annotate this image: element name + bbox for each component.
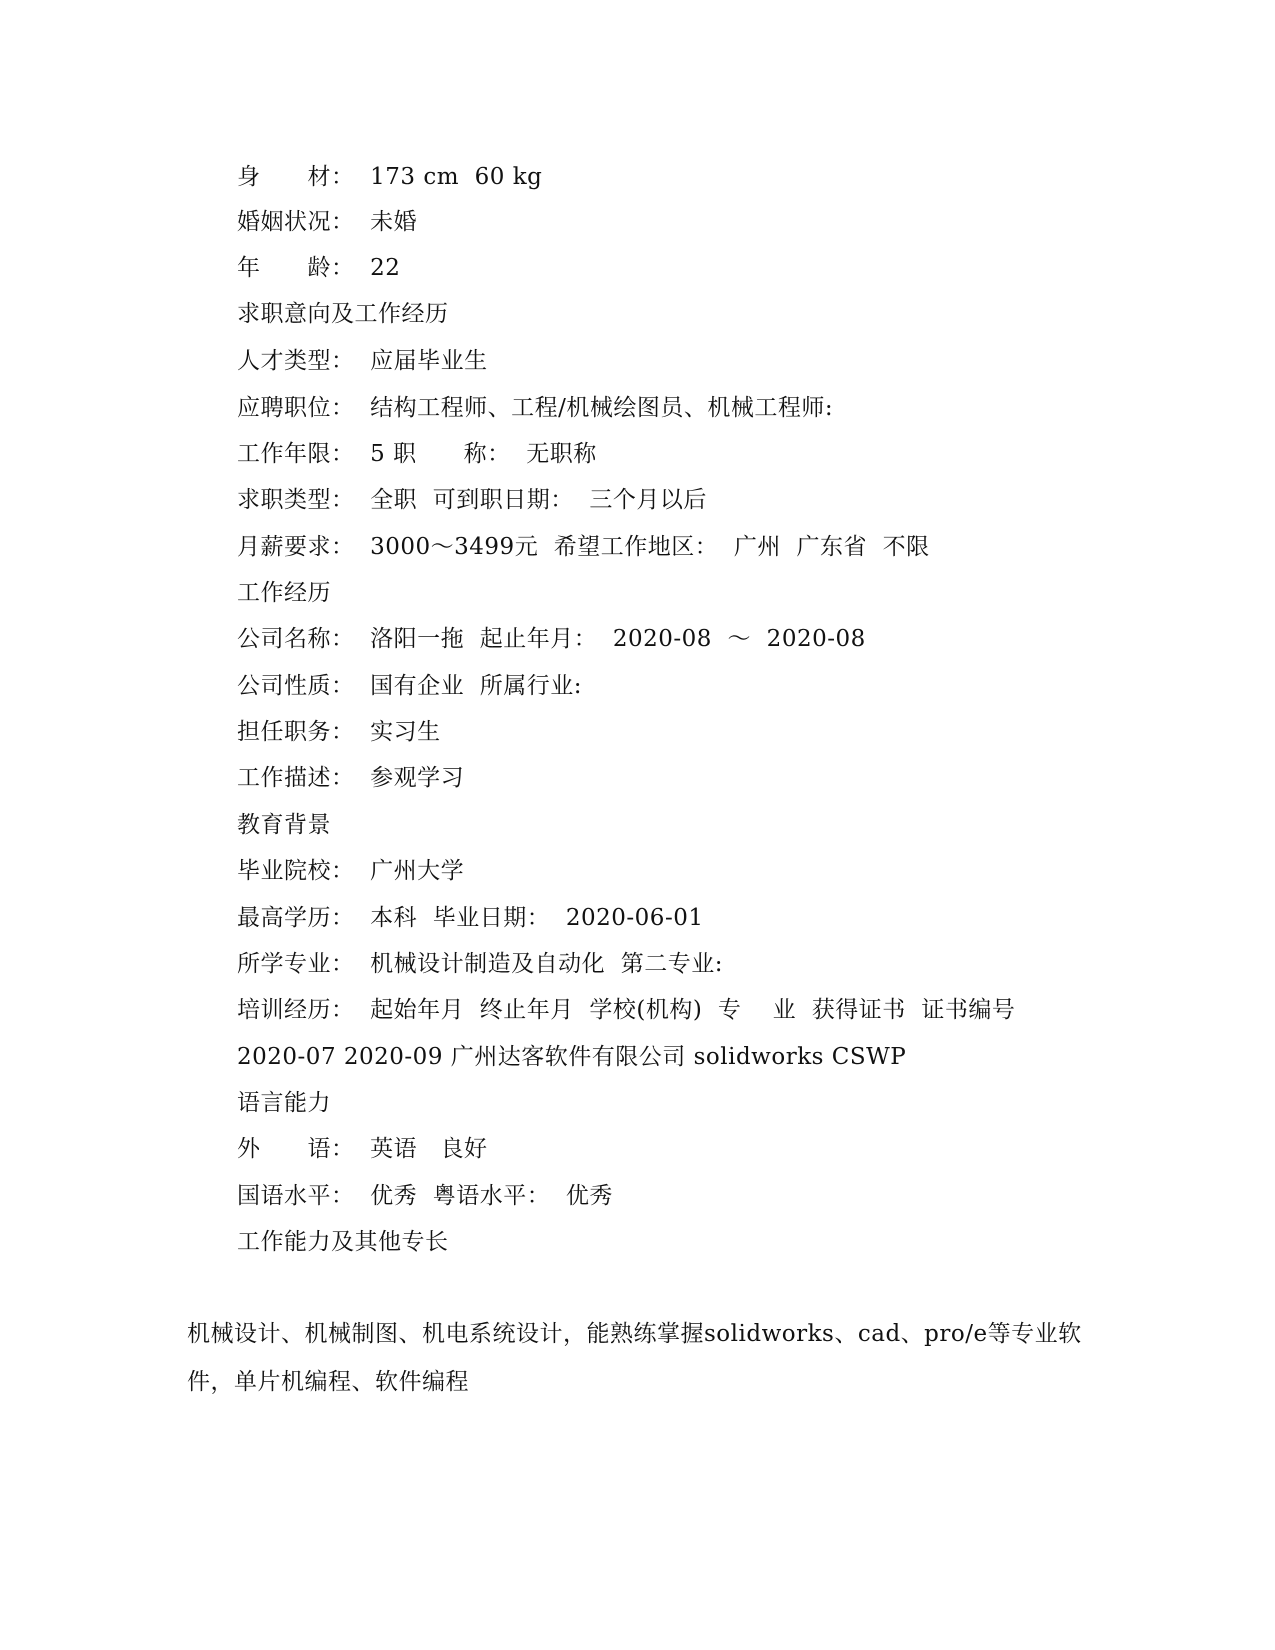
line-degree: 最高学历： 本科 毕业日期： 2020-06-01 [237, 905, 704, 931]
line-foreign-language: 外 语： 英语 良好 [237, 1136, 488, 1162]
line-talent-type: 人才类型： 应届毕业生 [237, 348, 488, 374]
line-position-held: 担任职务： 实习生 [237, 719, 441, 745]
line-job-type: 求职类型： 全职 可到职日期： 三个月以后 [237, 487, 707, 513]
line-work-years: 工作年限： 5 职 称： 无职称 [237, 441, 597, 467]
line-company-nature: 公司性质： 国有企业 所属行业: [237, 673, 582, 699]
line-applied-position: 应聘职位： 结构工程师、工程/机械绘图员、机械工程师: [237, 395, 834, 421]
line-salary: 月薪要求： 3000～3499元 希望工作地区： 广州 广东省 不限 [237, 534, 930, 560]
line-training-record: 2020-07 2020-09 广州达客软件有限公司 solidworks CSWP [237, 1044, 907, 1070]
skills-paragraph: 机械设计、机械制图、机电系统设计，能熟练掌握solidworks、cad、pro/e等专业软件，单片机编程、软件编程 [187, 1321, 1082, 1395]
heading-skills: 工作能力及其他专长 [237, 1229, 449, 1255]
line-mandarin-cantonese: 国语水平： 优秀 粤语水平： 优秀 [237, 1183, 613, 1209]
line-work-description: 工作描述： 参观学习 [237, 765, 465, 791]
line-school: 毕业院校： 广州大学 [237, 858, 465, 884]
heading-job-intention: 求职意向及工作经历 [237, 301, 449, 327]
line-marital-status: 婚姻状况： 未婚 [237, 209, 418, 235]
line-company-name: 公司名称： 洛阳一拖 起止年月： 2020-08 ～ 2020-08 [237, 626, 866, 652]
heading-education: 教育背景 [237, 812, 331, 838]
heading-work-experience: 工作经历 [237, 580, 331, 606]
heading-language: 语言能力 [237, 1090, 331, 1116]
line-age: 年 龄： 22 [237, 255, 401, 281]
line-major: 所学专业： 机械设计制造及自动化 第二专业: [237, 951, 723, 977]
line-training-header: 培训经历： 起始年月 终止年月 学校(机构) 专 业 获得证书 证书编号 [237, 997, 1016, 1023]
line-height-weight: 身 材： 173 cm 60 kg [237, 164, 543, 190]
